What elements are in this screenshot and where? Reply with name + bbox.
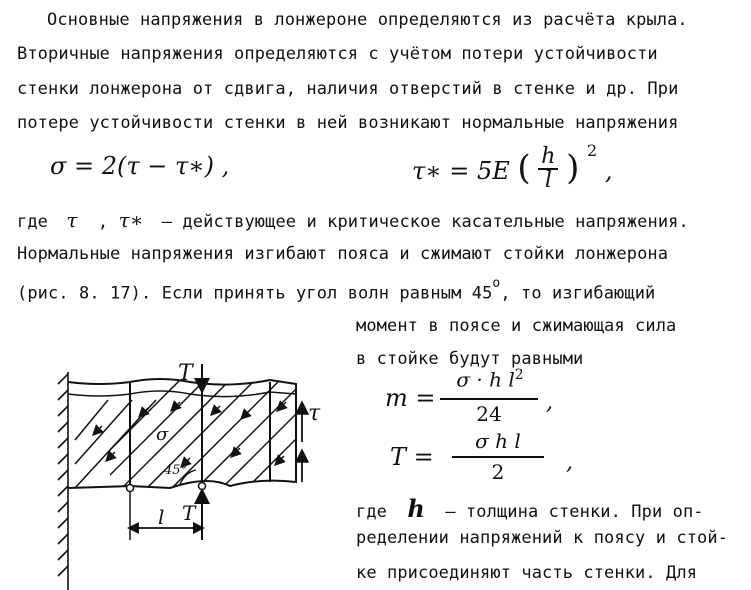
node-left <box>127 485 134 492</box>
line5-pre: где <box>17 212 49 232</box>
text-line-2: Вторичные напряжения определяются с учётом потери устойчивости <box>17 44 658 64</box>
m-fraction-bar <box>440 398 538 400</box>
text-line-11: ределении напряжений к поясу и стой- <box>356 528 729 548</box>
tau-crit-lhs: τ∗ = 5E <box>412 157 510 185</box>
bottom-T-label: T <box>182 501 196 525</box>
m-numerator-text: σ · h l <box>456 367 515 392</box>
text-line-9: в стойке будут равными <box>356 349 584 369</box>
line10-post: – толщина стенки. При оп- <box>445 502 704 522</box>
symbol-separator: , <box>97 212 109 232</box>
T-comma: , <box>566 450 573 475</box>
line7b: , то изгибающий <box>500 283 656 304</box>
text-line-8: момент в поясе и сжимающая сила <box>356 316 677 336</box>
text-line-1: Основные напряжения в лонжероне определяются из расчёта крыла. <box>47 10 688 30</box>
right-paren: ) <box>566 148 580 188</box>
text-line-10 <box>356 494 704 523</box>
tau-crit-formula <box>412 141 613 196</box>
text-line-7 <box>17 276 656 304</box>
degree-mark: o <box>492 276 501 291</box>
node-right <box>199 483 206 490</box>
text-line-3: стенки лонжерона от сдвига, наличия отверстий в стенке и др. При <box>17 79 679 99</box>
T-denominator: 2 <box>491 460 505 484</box>
m-numerator-exp: 2 <box>514 367 524 383</box>
text-line-12: ке присоединяют часть стенки. Для <box>356 563 698 583</box>
left-support-hatching <box>58 372 68 590</box>
line5-post: – действующее и критическое касательные напряжения. <box>161 212 689 232</box>
text-line-4: потере устойчивости стенки в ней возникают нормальные напряжения <box>17 113 679 133</box>
top-T-label: T <box>178 361 193 386</box>
tau-fraction-den: l <box>544 167 552 193</box>
m-denominator: 24 <box>476 402 502 426</box>
text-line-5 <box>17 208 689 232</box>
angle-label: 45° <box>164 463 188 478</box>
line7a: (рис. 8. 17). Если принять угол волн равным 45 <box>17 283 493 304</box>
m-numerator <box>440 367 540 392</box>
tau-symbol: τ <box>66 208 78 232</box>
m-comma: , <box>546 390 553 415</box>
tau-fraction <box>538 143 558 193</box>
tau-exponent: 2 <box>587 141 598 160</box>
l-label: l <box>158 505 165 529</box>
upper-flange <box>68 391 296 397</box>
T-lhs: T = <box>390 443 434 471</box>
tau-comma: , <box>604 157 613 185</box>
spar-wall-figure <box>40 360 340 590</box>
T-numerator: σ h l <box>475 429 521 453</box>
tau-star-symbol: τ∗ <box>118 208 144 232</box>
h-symbol: h <box>407 494 425 523</box>
stress-arrows <box>94 402 286 466</box>
text-line-6: Нормальные напряжения изгибают пояса и сжимают стойки лонжерона <box>17 244 669 264</box>
line10-pre: где <box>356 502 388 522</box>
left-paren: ( <box>517 148 531 188</box>
tau-fraction-num: h <box>538 146 558 170</box>
m-lhs: m = <box>385 384 436 412</box>
sigma-label: σ <box>156 424 169 445</box>
sigma-formula: σ = 2(τ − τ∗) , <box>50 152 230 180</box>
T-fraction-bar <box>452 456 544 458</box>
tau-label: τ <box>308 401 321 426</box>
